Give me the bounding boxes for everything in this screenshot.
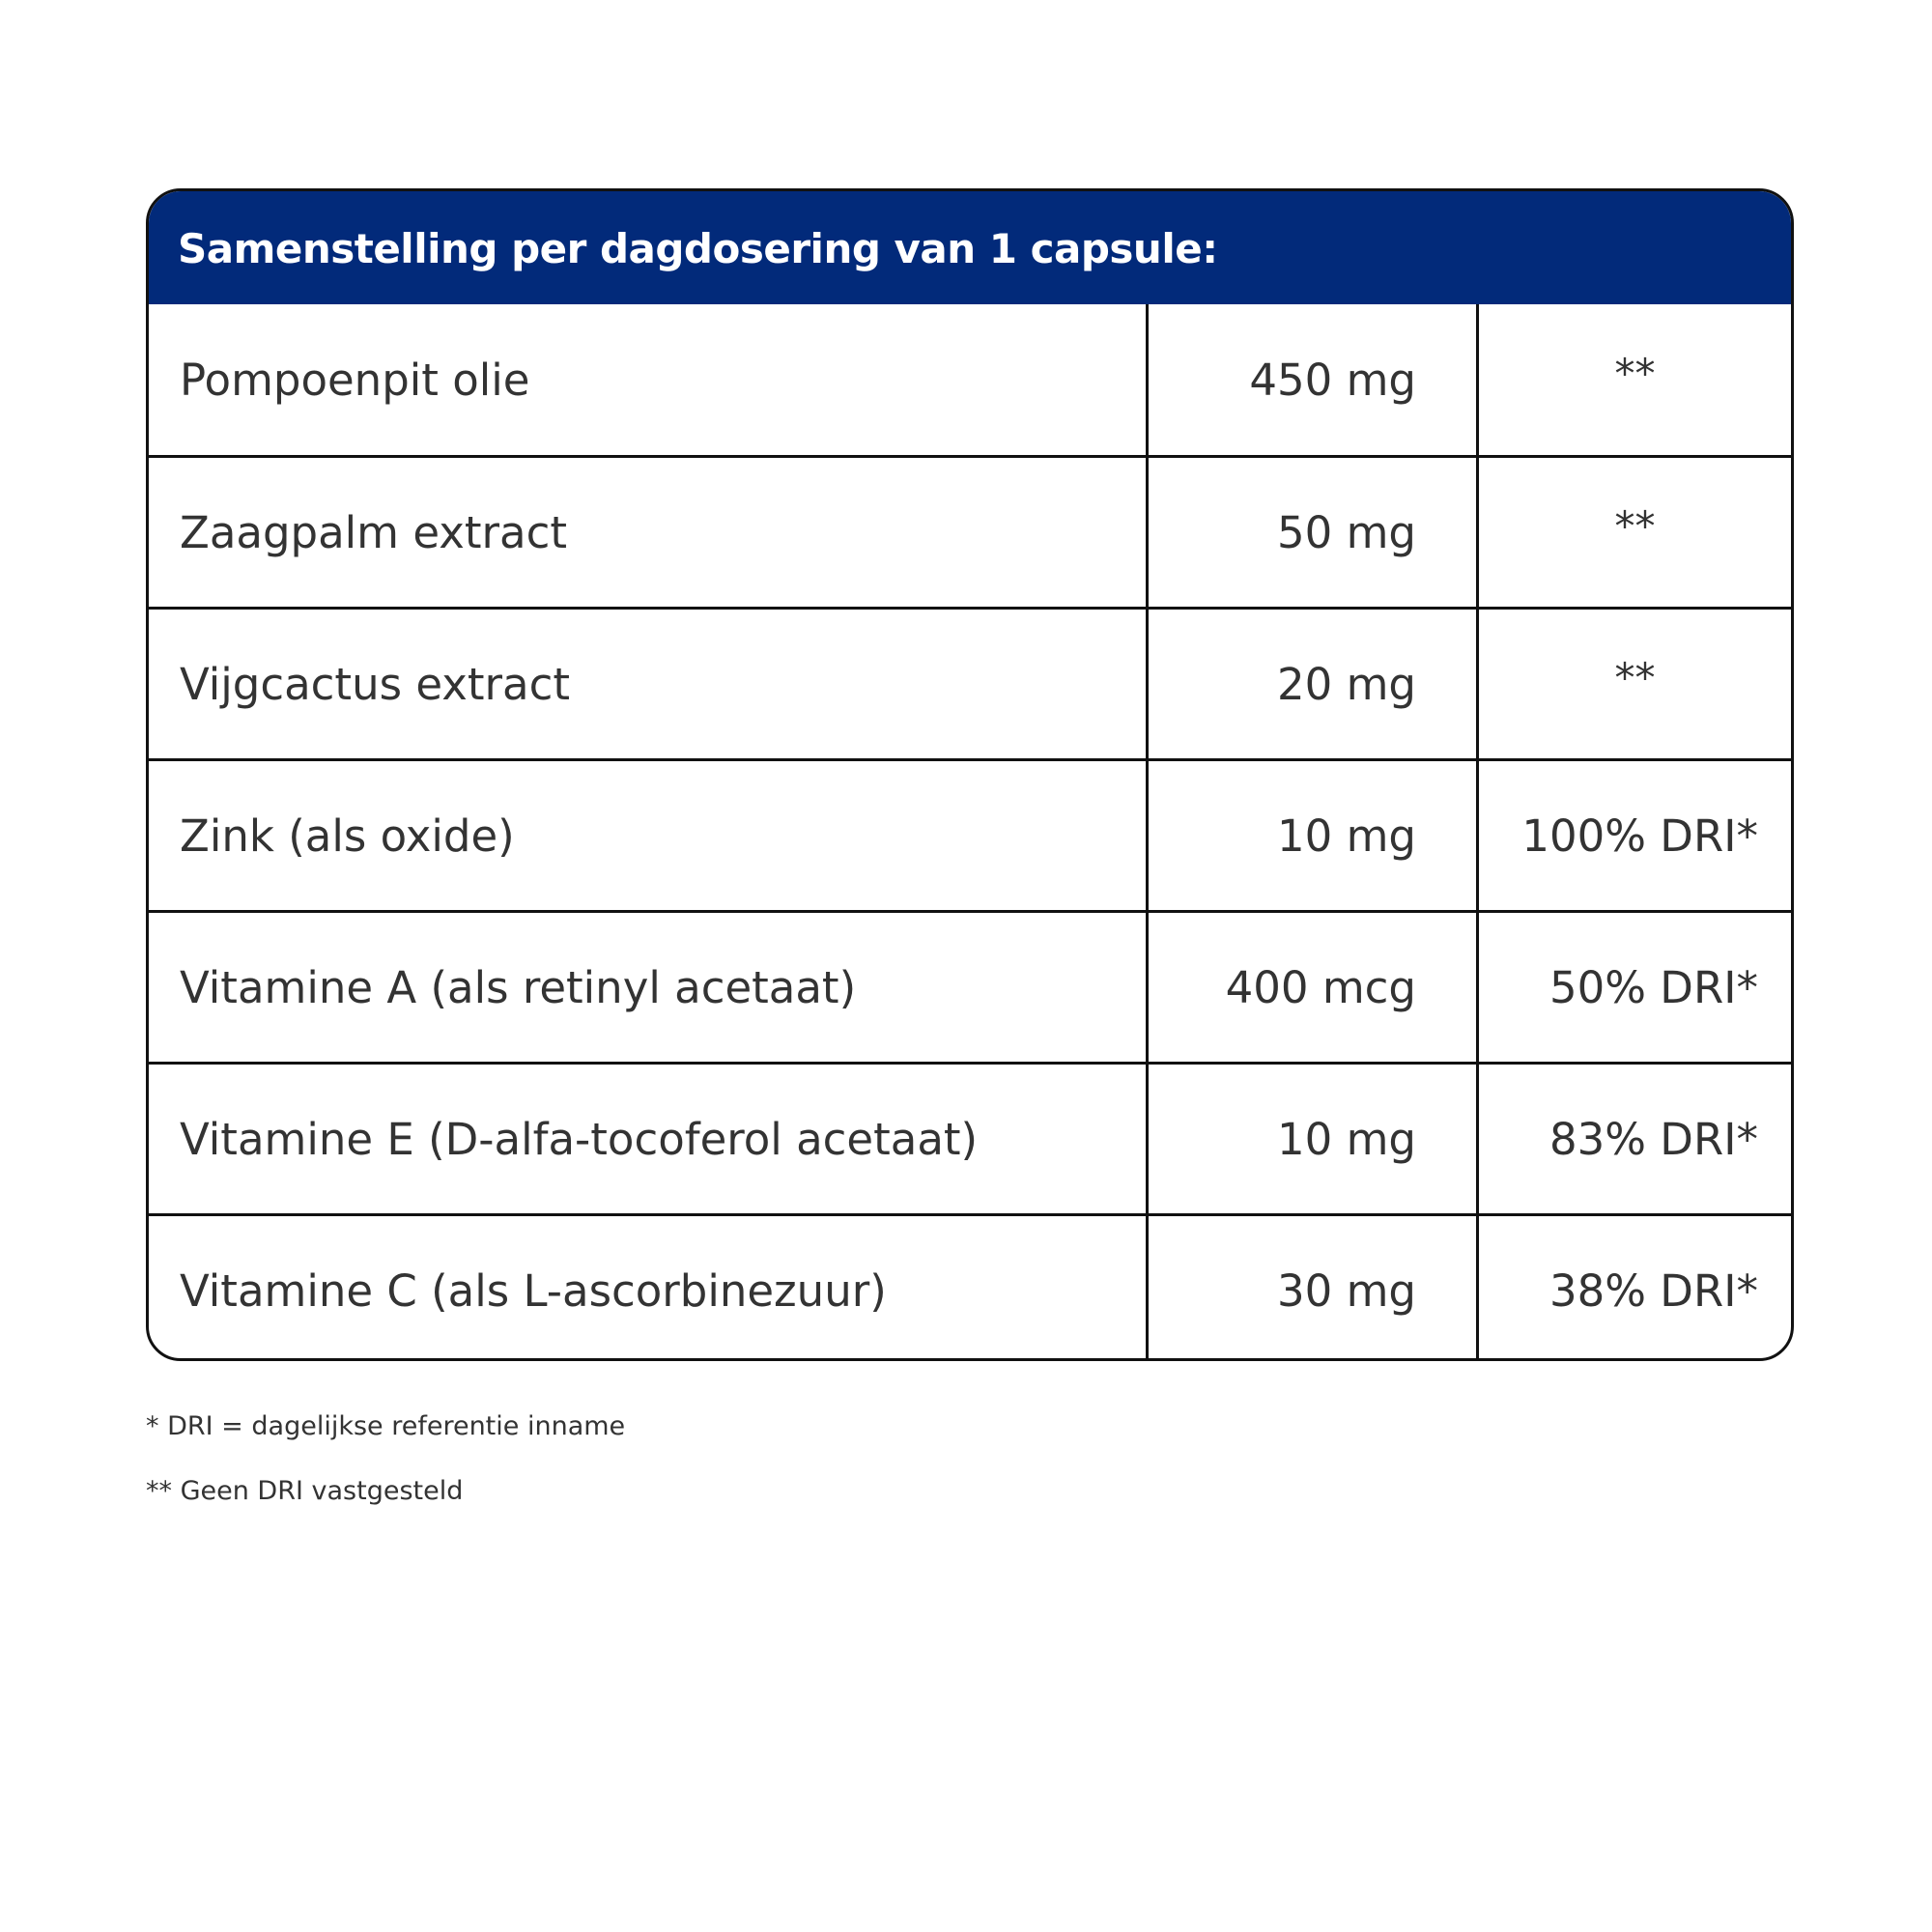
footnote-dri-definition: * DRI = dagelijkse referentie inname (146, 1411, 626, 1441)
ingredient-amount: 20 mg (1149, 610, 1479, 758)
ingredient-dri: ** (1614, 501, 1656, 550)
ingredient-amount: 10 mg (1149, 761, 1479, 910)
ingredient-amount: 10 mg (1149, 1065, 1479, 1213)
table-header (149, 191, 1791, 304)
ingredient-name: Pompoenpit olie (149, 304, 1149, 455)
ingredient-dri: 83% DRI* (1548, 1113, 1758, 1165)
table-row (149, 607, 1791, 758)
ingredient-name: Vitamine E (D-alfa-tocoferol acetaat) (149, 1065, 1149, 1213)
footnote-no-dri: ** Geen DRI vastgesteld (146, 1476, 464, 1506)
composition-table (146, 188, 1794, 1361)
ingredient-amount: 30 mg (1149, 1216, 1479, 1361)
ingredient-dri: 50% DRI* (1548, 961, 1758, 1013)
table-row (149, 910, 1791, 1062)
ingredient-amount: 450 mg (1149, 304, 1479, 455)
ingredient-amount: 50 mg (1149, 458, 1479, 607)
table-title: Samenstelling per dagdosering van 1 capsule: (178, 225, 1218, 272)
table-body (149, 304, 1791, 1361)
table-row (149, 758, 1791, 910)
ingredient-dri: 38% DRI* (1548, 1264, 1758, 1317)
ingredient-name: Zaagpalm extract (149, 458, 1149, 607)
table-row (149, 1062, 1791, 1213)
ingredient-amount: 400 mcg (1149, 913, 1479, 1062)
ingredient-dri: 100% DRI* (1521, 810, 1758, 862)
table-row (149, 1213, 1791, 1361)
ingredient-dri: ** (1614, 653, 1656, 701)
ingredient-dri: ** (1614, 349, 1656, 397)
ingredient-name: Zink (als oxide) (149, 761, 1149, 910)
table-row (149, 304, 1791, 455)
table-row (149, 455, 1791, 607)
ingredient-name: Vitamine C (als L-ascorbinezuur) (149, 1216, 1149, 1361)
ingredient-name: Vijgcactus extract (149, 610, 1149, 758)
footnotes (146, 1412, 625, 1542)
ingredient-name: Vitamine A (als retinyl acetaat) (149, 913, 1149, 1062)
